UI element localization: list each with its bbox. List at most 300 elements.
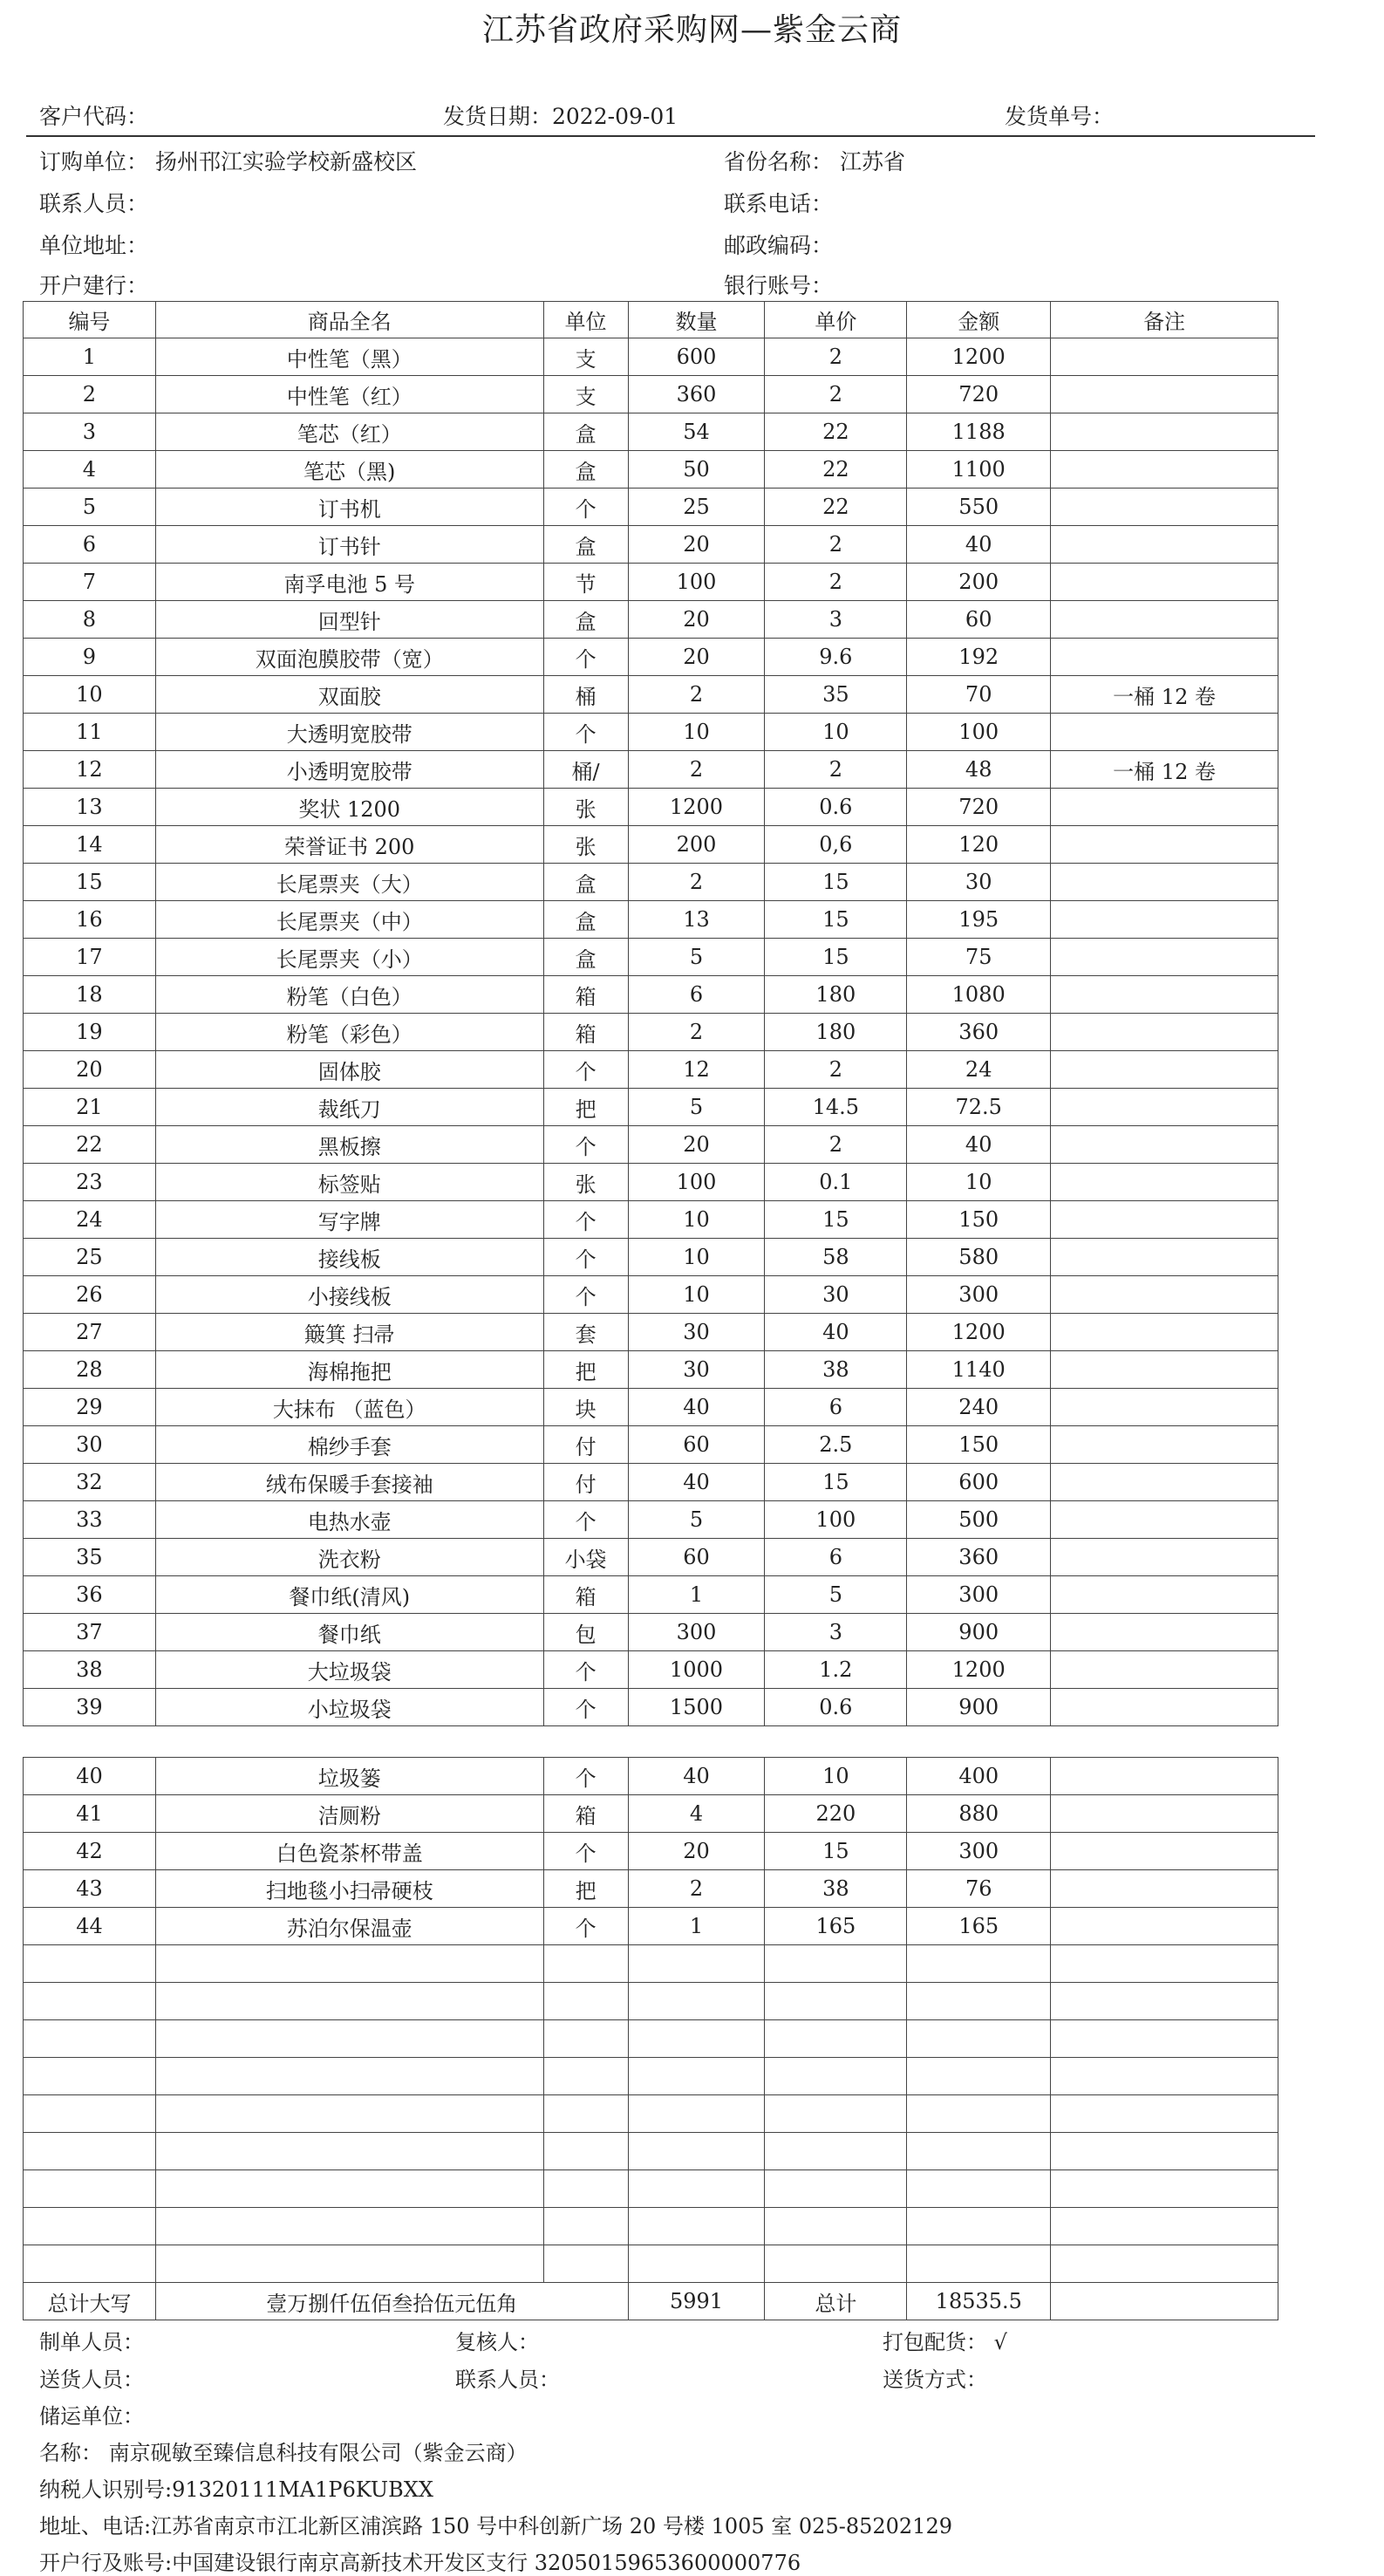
col-amount-cell: 48 (907, 751, 1051, 789)
col-remark-cell (1051, 1614, 1278, 1651)
col-unit-price-cell: 0.6 (765, 789, 907, 826)
col-amount-cell (907, 2095, 1051, 2133)
col-unit-price-cell (765, 2245, 907, 2283)
col-unit-price-cell: 22 (765, 489, 907, 526)
col-unit-cell: 盒 (543, 939, 628, 976)
col-product-name-cell: 垃圾篓 (155, 1758, 543, 1795)
company-name: 名称： 南京砚敏至臻信息科技有限公司（紫金云商） (39, 2441, 528, 2465)
table-row (24, 826, 1278, 864)
col-unit-price-cell (765, 2208, 907, 2245)
col-unit-cell: 箱 (543, 1014, 628, 1051)
col-unit-cell: 付 (543, 1464, 628, 1501)
col-amount-cell: 40 (907, 1126, 1051, 1164)
col-number-cell: 17 (24, 939, 156, 976)
col-product-name-cell: 奖状 1200 (155, 789, 543, 826)
col-unit-cell: 盒 (543, 451, 628, 489)
col-product-name-cell: 长尾票夹（中） (155, 901, 543, 939)
col-unit-cell (543, 2058, 628, 2095)
table-row (24, 901, 1278, 939)
col-unit-price-cell: 0.1 (765, 1164, 907, 1201)
table-row (24, 1758, 1278, 1795)
col-remark-cell (1051, 2020, 1278, 2058)
col-number-cell: 3 (24, 413, 156, 451)
col-remark-cell (1051, 1870, 1278, 1908)
col-amount-cell: 195 (907, 901, 1051, 939)
col-remark-cell (1051, 2245, 1278, 2283)
col-unit-cell (543, 1983, 628, 2020)
col-quantity-cell: 10 (628, 1239, 765, 1276)
col-remark-cell (1051, 1239, 1278, 1276)
col-product-name-header: 商品全名 (155, 302, 543, 338)
col-number-cell: 40 (24, 1758, 156, 1795)
col-product-name-cell (155, 1945, 543, 1983)
col-product-name-cell: 笔芯（红） (155, 413, 543, 451)
col-unit-price-cell: 3 (765, 601, 907, 639)
col-remark-cell (1051, 1983, 1278, 2020)
col-remark-cell (1051, 489, 1278, 526)
col-number-cell: 32 (24, 1464, 156, 1501)
bank-account: 银行账号： (724, 273, 834, 298)
col-remark-cell (1051, 826, 1278, 864)
col-product-name-cell: 南孚电池 5 号 (155, 564, 543, 601)
col-quantity-cell: 30 (628, 1351, 765, 1389)
col-unit-price-cell (765, 1983, 907, 2020)
col-unit-cell (543, 2208, 628, 2245)
col-quantity-cell: 1500 (628, 1689, 765, 1726)
col-number-cell: 44 (24, 1908, 156, 1945)
col-unit-price-cell: 14.5 (765, 1089, 907, 1126)
col-unit-cell: 个 (543, 1051, 628, 1089)
col-number-cell: 14 (24, 826, 156, 864)
col-unit-price-cell: 0.6 (765, 1689, 907, 1726)
col-unit-cell: 支 (543, 376, 628, 413)
col-quantity-cell: 2 (628, 1014, 765, 1051)
col-amount-cell: 240 (907, 1389, 1051, 1426)
packing-label: 打包配货： √ (883, 2330, 1007, 2354)
col-unit-cell: 盒 (543, 901, 628, 939)
col-remark-cell (1051, 1464, 1278, 1501)
col-unit-price-cell: 3 (765, 1614, 907, 1651)
col-remark-header: 备注 (1051, 302, 1278, 338)
province-name: 省份名称： 江苏省 (724, 149, 905, 174)
col-number-cell (24, 2133, 156, 2170)
col-amount-cell: 1140 (907, 1351, 1051, 1389)
table-row (24, 676, 1278, 714)
contact-person: 联系人员： (39, 191, 149, 216)
col-unit-cell: 个 (543, 1276, 628, 1314)
col-number-cell: 38 (24, 1651, 156, 1689)
empty-row (24, 2133, 1278, 2170)
col-unit-cell: 支 (543, 338, 628, 376)
col-unit-price-cell (765, 2095, 907, 2133)
col-unit-price-cell: 2 (765, 376, 907, 413)
col-remark-cell (1051, 1795, 1278, 1833)
col-amount-cell: 165 (907, 1908, 1051, 1945)
col-product-name-cell: 大抹布 （蓝色） (155, 1389, 543, 1426)
empty-row (24, 2095, 1278, 2133)
col-unit-price-cell: 22 (765, 413, 907, 451)
col-number-cell (24, 2095, 156, 2133)
col-remark-cell (1051, 1576, 1278, 1614)
col-remark-cell (1051, 2133, 1278, 2170)
col-number-cell: 28 (24, 1351, 156, 1389)
col-number-cell: 24 (24, 1201, 156, 1239)
total-amount: 18535.5 (907, 2283, 1051, 2320)
col-unit-price-cell: 15 (765, 1464, 907, 1501)
col-quantity-cell: 30 (628, 1314, 765, 1351)
col-unit-price-cell: 2 (765, 564, 907, 601)
col-quantity-cell: 13 (628, 901, 765, 939)
col-unit-cell: 块 (543, 1389, 628, 1426)
col-product-name-cell: 双面泡膜胶带（宽） (155, 639, 543, 676)
col-quantity-cell: 10 (628, 1201, 765, 1239)
col-product-name-cell: 餐巾纸 (155, 1614, 543, 1651)
col-number-cell: 33 (24, 1501, 156, 1539)
col-quantity-cell: 40 (628, 1464, 765, 1501)
col-amount-cell: 300 (907, 1276, 1051, 1314)
col-product-name-cell: 订书针 (155, 526, 543, 564)
col-unit-cell: 个 (543, 489, 628, 526)
col-amount-cell: 192 (907, 639, 1051, 676)
col-remark-cell (1051, 1164, 1278, 1201)
document-title: 江苏省政府采购网—紫金云商 (481, 12, 902, 48)
col-number-cell: 29 (24, 1389, 156, 1426)
col-unit-cell: 个 (543, 1833, 628, 1870)
col-product-name-cell: 黑板擦 (155, 1126, 543, 1164)
col-number-cell: 16 (24, 901, 156, 939)
table-row (24, 789, 1278, 826)
col-unit-price-cell: 220 (765, 1795, 907, 1833)
col-unit-cell (543, 2020, 628, 2058)
col-amount-cell: 580 (907, 1239, 1051, 1276)
col-remark-cell (1051, 976, 1278, 1014)
col-product-name-cell: 写字牌 (155, 1201, 543, 1239)
col-product-name-cell: 粉笔（彩色） (155, 1014, 543, 1051)
col-number-cell: 22 (24, 1126, 156, 1164)
col-unit-header: 单位 (543, 302, 628, 338)
table-row (24, 451, 1278, 489)
total-sum-label: 总计 (765, 2283, 907, 2320)
col-amount-cell: 150 (907, 1201, 1051, 1239)
col-unit-cell: 桶/ (543, 751, 628, 789)
col-remark-cell (1051, 338, 1278, 376)
col-number-cell: 13 (24, 789, 156, 826)
col-remark-cell (1051, 1501, 1278, 1539)
col-quantity-cell: 5 (628, 1501, 765, 1539)
col-number-cell: 19 (24, 1014, 156, 1051)
table-row (24, 1870, 1278, 1908)
col-unit-cell: 箱 (543, 1795, 628, 1833)
col-quantity-cell: 4 (628, 1795, 765, 1833)
total-quantity: 5991 (628, 2283, 765, 2320)
table-row (24, 1651, 1278, 1689)
col-unit-price-cell: 5 (765, 1576, 907, 1614)
col-unit-price-cell: 15 (765, 1833, 907, 1870)
col-unit-cell: 把 (543, 1870, 628, 1908)
table-row (24, 413, 1278, 451)
empty-row (24, 2020, 1278, 2058)
col-number-cell: 2 (24, 376, 156, 413)
ship-date: 发货日期：2022-09-01 (443, 104, 678, 129)
col-quantity-cell: 60 (628, 1426, 765, 1464)
col-amount-cell: 500 (907, 1501, 1051, 1539)
col-product-name-cell: 白色瓷茶杯带盖 (155, 1833, 543, 1870)
col-unit-price-cell (765, 2020, 907, 2058)
col-quantity-cell: 5 (628, 1089, 765, 1126)
col-quantity-cell (628, 2170, 765, 2208)
col-amount-cell: 880 (907, 1795, 1051, 1833)
col-amount-cell: 200 (907, 564, 1051, 601)
col-remark-cell (1051, 1351, 1278, 1389)
col-number-cell: 21 (24, 1089, 156, 1126)
col-unit-cell: 付 (543, 1426, 628, 1464)
col-amount-cell: 550 (907, 489, 1051, 526)
col-remark-cell (1051, 639, 1278, 676)
storage-unit-label: 储运单位： (39, 2404, 144, 2429)
col-number-cell: 36 (24, 1576, 156, 1614)
col-quantity-cell: 50 (628, 451, 765, 489)
col-remark-cell (1051, 1201, 1278, 1239)
col-unit-price-cell: 9.6 (765, 639, 907, 676)
table-row (24, 1833, 1278, 1870)
col-quantity-cell: 5 (628, 939, 765, 976)
col-product-name-cell: 订书机 (155, 489, 543, 526)
items-table (23, 301, 1278, 1726)
col-unit-price-cell: 15 (765, 901, 907, 939)
col-unit-price-cell: 100 (765, 1501, 907, 1539)
col-product-name-cell: 棉纱手套 (155, 1426, 543, 1464)
col-unit-cell: 把 (543, 1351, 628, 1389)
col-remark-cell (1051, 1689, 1278, 1726)
col-product-name-cell: 餐巾纸(清风) (155, 1576, 543, 1614)
col-quantity-cell: 1 (628, 1576, 765, 1614)
col-unit-cell: 盒 (543, 526, 628, 564)
col-product-name-cell: 双面胶 (155, 676, 543, 714)
col-quantity-cell: 6 (628, 976, 765, 1014)
col-remark-cell (1051, 1908, 1278, 1945)
col-product-name-cell (155, 2020, 543, 2058)
footer-contact-label: 联系人员： (455, 2368, 560, 2392)
table-row (24, 1276, 1278, 1314)
col-product-name-cell: 海棉拖把 (155, 1351, 543, 1389)
table-row (24, 1126, 1278, 1164)
col-amount-cell: 40 (907, 526, 1051, 564)
total-remark-cell (1051, 2283, 1278, 2320)
col-unit-cell: 套 (543, 1314, 628, 1351)
table-row (24, 864, 1278, 901)
col-amount-cell: 1100 (907, 451, 1051, 489)
col-product-name-cell (155, 2058, 543, 2095)
col-unit-price-cell: 6 (765, 1539, 907, 1576)
col-unit-cell: 小袋 (543, 1539, 628, 1576)
table-row (24, 1014, 1278, 1051)
table-row (24, 1539, 1278, 1576)
col-quantity-cell: 100 (628, 1164, 765, 1201)
col-quantity-cell: 40 (628, 1389, 765, 1426)
col-quantity-cell (628, 2020, 765, 2058)
col-product-name-cell: 长尾票夹（小） (155, 939, 543, 976)
col-number-header: 编号 (24, 302, 156, 338)
col-unit-price-cell: 2 (765, 1051, 907, 1089)
col-unit-price-cell (765, 1945, 907, 1983)
tax-id: 纳税人识别号:91320111MA1P6KUBXX (39, 2477, 433, 2502)
table-row (24, 1426, 1278, 1464)
col-amount-cell: 300 (907, 1576, 1051, 1614)
col-unit-price-cell: 30 (765, 1276, 907, 1314)
col-remark-cell (1051, 901, 1278, 939)
bank-name: 开户建行： (39, 273, 149, 298)
col-number-cell (24, 1945, 156, 1983)
empty-row (24, 1983, 1278, 2020)
col-product-name-cell: 簸箕 扫帚 (155, 1314, 543, 1351)
empty-row (24, 2245, 1278, 2283)
col-amount-cell: 1188 (907, 413, 1051, 451)
col-product-name-cell: 洁厕粉 (155, 1795, 543, 1833)
table-row (24, 1389, 1278, 1426)
col-quantity-cell: 360 (628, 376, 765, 413)
col-number-cell (24, 2245, 156, 2283)
col-number-cell: 30 (24, 1426, 156, 1464)
col-amount-cell: 300 (907, 1833, 1051, 1870)
col-remark-cell (1051, 1314, 1278, 1351)
col-unit-price-cell: 58 (765, 1239, 907, 1276)
col-number-cell: 8 (24, 601, 156, 639)
col-product-name-cell: 大透明宽胶带 (155, 714, 543, 751)
col-number-cell (24, 2208, 156, 2245)
table-row (24, 489, 1278, 526)
items-table-continued (23, 1757, 1278, 2320)
col-unit-price-cell: 165 (765, 1908, 907, 1945)
col-remark-cell (1051, 939, 1278, 976)
col-product-name-cell (155, 2133, 543, 2170)
col-unit-cell: 盒 (543, 864, 628, 901)
col-unit-cell: 箱 (543, 976, 628, 1014)
col-unit-price-cell: 2 (765, 1126, 907, 1164)
col-quantity-cell: 2 (628, 1870, 765, 1908)
col-amount-cell: 70 (907, 676, 1051, 714)
col-product-name-cell: 苏泊尔保温壶 (155, 1908, 543, 1945)
col-remark-cell (1051, 789, 1278, 826)
col-amount-cell: 76 (907, 1870, 1051, 1908)
table-row (24, 1908, 1278, 1945)
col-product-name-cell: 小接线板 (155, 1276, 543, 1314)
col-product-name-cell: 接线板 (155, 1239, 543, 1276)
col-unit-cell: 张 (543, 789, 628, 826)
col-quantity-cell: 1 (628, 1908, 765, 1945)
col-remark-cell: 一桶 12 卷 (1051, 751, 1278, 789)
col-amount-cell (907, 1983, 1051, 2020)
col-unit-price-cell: 2 (765, 526, 907, 564)
col-remark-cell (1051, 2095, 1278, 2133)
col-quantity-cell: 12 (628, 1051, 765, 1089)
col-product-name-cell: 大垃圾袋 (155, 1651, 543, 1689)
col-unit-cell: 个 (543, 1201, 628, 1239)
company-bank: 开户行及账号:中国建设银行南京高新技术开发区支行 32050159653600000776 (39, 2551, 801, 2575)
empty-row (24, 2058, 1278, 2095)
table-row (24, 564, 1278, 601)
col-remark-cell (1051, 526, 1278, 564)
col-quantity-cell (628, 2245, 765, 2283)
col-product-name-cell: 笔芯（黑) (155, 451, 543, 489)
col-remark-cell (1051, 451, 1278, 489)
col-amount-cell (907, 2208, 1051, 2245)
col-quantity-cell: 54 (628, 413, 765, 451)
col-product-name-cell: 小透明宽胶带 (155, 751, 543, 789)
col-quantity-cell: 10 (628, 1276, 765, 1314)
col-number-cell: 43 (24, 1870, 156, 1908)
col-quantity-cell (628, 1945, 765, 1983)
col-remark-cell (1051, 1426, 1278, 1464)
col-amount-cell (907, 2058, 1051, 2095)
col-number-cell: 20 (24, 1051, 156, 1089)
col-unit-price-cell: 180 (765, 1014, 907, 1051)
col-number-cell (24, 2170, 156, 2208)
col-unit-cell: 个 (543, 1501, 628, 1539)
table-row (24, 1795, 1278, 1833)
col-unit-price-cell: 6 (765, 1389, 907, 1426)
col-unit-price-cell: 38 (765, 1870, 907, 1908)
table-row (24, 338, 1278, 376)
col-remark-cell (1051, 601, 1278, 639)
col-number-cell (24, 2058, 156, 2095)
col-unit-price-cell: 1.2 (765, 1651, 907, 1689)
table-row (24, 1314, 1278, 1351)
table-row (24, 751, 1278, 789)
col-remark-cell (1051, 1126, 1278, 1164)
col-number-cell (24, 2020, 156, 2058)
table-row (24, 976, 1278, 1014)
col-unit-price-cell: 15 (765, 1201, 907, 1239)
col-quantity-cell (628, 2133, 765, 2170)
col-number-cell: 23 (24, 1164, 156, 1201)
col-unit-cell: 个 (543, 639, 628, 676)
col-product-name-cell (155, 2208, 543, 2245)
col-remark-cell (1051, 1089, 1278, 1126)
col-product-name-cell: 标签贴 (155, 1164, 543, 1201)
col-unit-price-cell: 2.5 (765, 1426, 907, 1464)
col-amount-cell: 900 (907, 1689, 1051, 1726)
col-number-cell: 1 (24, 338, 156, 376)
col-remark-cell (1051, 1014, 1278, 1051)
col-remark-cell (1051, 1051, 1278, 1089)
col-quantity-cell (628, 1983, 765, 2020)
table-row (24, 639, 1278, 676)
table-row (24, 1576, 1278, 1614)
col-remark-cell (1051, 413, 1278, 451)
reviewer-label: 复核人： (455, 2330, 539, 2354)
col-amount-cell: 30 (907, 864, 1051, 901)
col-number-cell: 41 (24, 1795, 156, 1833)
col-quantity-cell: 20 (628, 1126, 765, 1164)
delivery-method-label: 送货方式： (883, 2368, 987, 2392)
company-address: 地址、电话:江苏省南京市江北新区浦滨路 150 号中科创新广场 20 号楼 1005 室 025-85202129 (39, 2514, 952, 2538)
table-row (24, 1239, 1278, 1276)
col-number-cell (24, 1983, 156, 2020)
table-row (24, 1501, 1278, 1539)
col-product-name-cell: 小垃圾袋 (155, 1689, 543, 1726)
total-label: 总计大写 (24, 2283, 156, 2320)
table-row (24, 1164, 1278, 1201)
table-row (24, 1614, 1278, 1651)
col-amount-cell: 75 (907, 939, 1051, 976)
col-unit-price-cell: 0,6 (765, 826, 907, 864)
col-product-name-cell (155, 2170, 543, 2208)
col-product-name-cell: 裁纸刀 (155, 1089, 543, 1126)
col-product-name-cell: 固体胶 (155, 1051, 543, 1089)
col-unit-price-cell (765, 2133, 907, 2170)
unit-address: 单位地址： (39, 233, 149, 258)
col-amount-cell: 60 (907, 601, 1051, 639)
